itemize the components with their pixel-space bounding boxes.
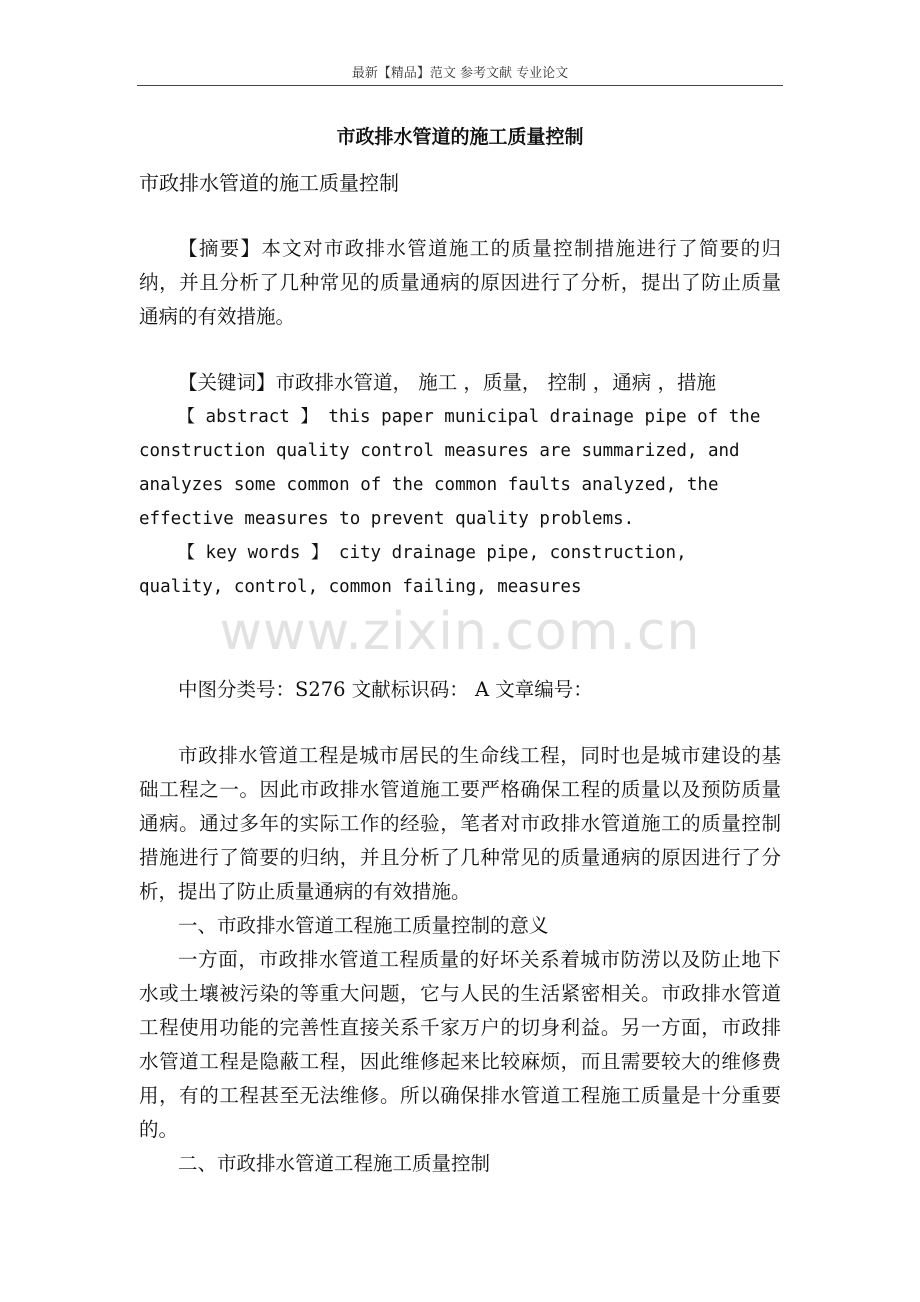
page-header: 最新【精品】范文 参考文献 专业论文 [351,66,569,81]
intro-paragraph: 市政排水管道工程是城市居民的生命线工程，同时也是城市建设的基础工程之一。因此市政排水管道施工要严格确保工程的质量以及预防质量通病。通过多年的实际工作的经验，笔者对市政排水管道施工的质量控制措施进行了简要的归纳，并且分析了几种常见的质量通病的原因进行了分析，提出了防止质量通病的有效措施。 [139,744,781,903]
abstract-en-line-4: effective measures to prevent quality problems. [139,509,635,529]
classification-line: 中图分类号：S276 文献标识码： A 文章编号： [178,678,593,701]
abstract-en-line-3: analyzes some common of the common faults analyzed, the [139,475,719,495]
keywords-en-line-2: quality, control, common failing, measures [139,577,582,597]
header-rule [137,85,783,86]
document-title: 市政排水管道的施工质量控制 [336,126,584,148]
keywords-en-line-1: 【 key words 】 city drainage pipe, construction, [177,543,687,563]
abstract-en-line-2: construction quality control measures are summarized, and [139,441,740,461]
section-2-heading: 二、市政排水管道工程施工质量控制 [178,1152,491,1175]
abstract-cn: 【摘要】本文对市政排水管道施工的质量控制措施进行了简要的归纳，并且分析了几种常见的质量通病的原因进行了分析，提出了防止质量通病的有效措施。 [139,237,781,328]
document-subtitle: 市政排水管道的施工质量控制 [139,171,399,195]
keywords-en [139,536,781,604]
watermark: www.zixin.com.cn [219,602,701,662]
section-1-heading: 一、市政排水管道工程施工质量控制的意义 [178,914,549,937]
abstract-en [139,400,781,536]
abstract-en-line-1: 【 abstract 】 this paper municipal drainage pipe of the [177,407,761,427]
section-1-paragraph: 一方面，市政排水管道工程质量的好坏关系着城市防涝以及防止地下水或土壤被污染的等重大问题，它与人民的生活紧密相关。市政排水管道工程使用功能的完善性直接关系千家万户的切身利益。另一方面，市政排水管道工程是隐蔽工程，因此维修起来比较麻烦，而且需要较大的维修费用，有的工程甚至无法维修。所以确保排水管道工程施工质量是十分重要的。 [139,948,781,1141]
keywords-cn: 【关键词】市政排水管道， 施工 ，质量， 控制 ，通病 ，措施 [178,371,716,394]
